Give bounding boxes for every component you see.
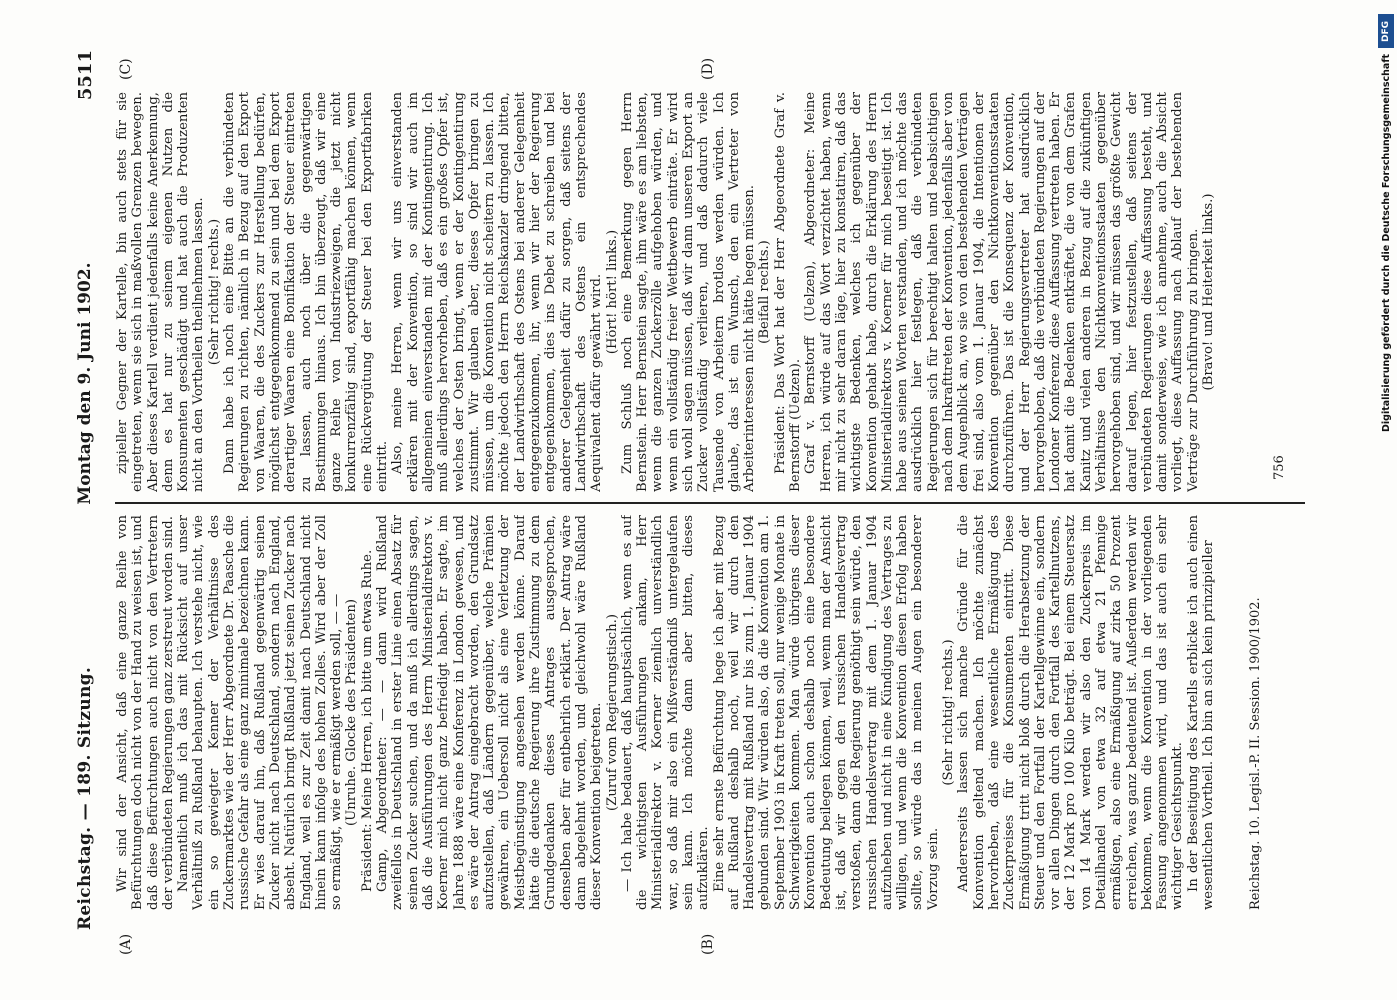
dfg-logo: DFG <box>1378 14 1394 48</box>
paragraph: zipieller Gegner der Kartelle, bin auch stets für sie eingetreten, wenn sie sich in maßvollen Grenzen bewegen. Aber dieses Kartell verdient jedenfalls keine Anerkennung, denn es hat nur zu seinem eigenen Nutzen die Konsumenten geschädigt und hat auch die Produzenten nicht an den Vortheilen theilnehmen lassen. <box>115 92 207 492</box>
margin-marker-c: (C) <box>118 58 134 80</box>
margin-marker-b: (B) <box>700 933 716 955</box>
paragraph: Eine sehr ernste Befürchtung hege ich aber mit Bezug auf Rußland deshalb noch, weil wir durch den Handelsvertrag mit Rußland nur bis zum 1. Januar 1904 gebunden sind. Wir würden also, da die Konvention am 1. September 1903 in Kraft treten soll, nur wenige Monate in Schwierigkeiten kommen. Man würde übrigens dieser Konvention auch schon deshalb noch eine besondere Bedeutung beilegen können, weil, wenn man der Ansicht ist, daß wir gegen den russischen Handelsvertrag verstoßen, dann die Regierung genöthigt sein würde, den russischen Handelsvertrag mit dem 1. Januar 1904 aufzuheben und nicht in eine Kündigung des Vertrages zu willigen, und wenn die Konvention diesen Erfolg haben sollte, so würde das in meinen Augen ein besonderer Vorzug sein. <box>711 515 941 910</box>
page-number: 5511 <box>74 50 96 101</box>
column-divider <box>115 502 1305 504</box>
paragraph: (Zuruf vom Regierungstisch.) <box>604 614 620 811</box>
paragraph: In der Beseitigung des Kartells erblicke ich auch einen wesentlichen Vortheil. Ich bin an sich kein prinzipieller <box>1185 515 1217 910</box>
paragraph: Präsident: Meine Herren, ich bitte um etwas Ruhe. <box>359 549 375 892</box>
paragraph: — Ich habe bedauert, daß hauptsächlich, wenn es auf die wichtigsten Ausführungen ankam, Herr Ministerialdirektor v. Koerner ziemlich unverständlich war, so daß mir also ein Mißverständniß untergelaufen sein kann. Ich möchte dann aber bitten, dieses aufzuklären. <box>619 515 712 910</box>
paragraph: Andererseits lassen sich manche Gründe für die Konvention geltend machen. Ich möchte zunächst hervorheben, daß eine wesentliche Ermäßigung des Zuckerpreises für die Konsumenten eintritt. Diese Ermäßigung tritt nicht bloß durch die Herabsetzung der Steuer und den Fortfall der Kartellgewinne ein, sondern vor allen Dingen durch den Fortfall des Kartellnutzens, der 12 Mark pro 100 Kilo beträgt. Bei einem Steuersatz von 14 Mark werden wir also den Zuckerpreis im Detailhandel von etwa 32 auf etwa 21 Pfennige ermäßigen, also eine Ermäßigung auf zirka 50 Prozent erreichen, was ganz bedeutend ist. Außerdem werden wir bekommen, wenn die Konvention in der vorliegenden Fassung angenommen wird, und das ist auch ein sehr wichtiger Gesichtspunkt. <box>956 515 1186 910</box>
paragraph: Dann habe ich noch eine Bitte an die verbündeten Regierungen zu richten, nämlich in Bezug auf den Export von Waaren, die des Zuckers zur Herstellung bedürfen, möglichst entgegenkommend zu sein und bei dem Export derartiger Waaren eine Bonifikation der Steuer eintreten zu lassen, auch noch über die gegenwärtigen Bestimmungen hinaus. Ich bin überzeugt, daß wir eine ganze Reihe von Industriezweigen, die jetzt nicht konkurrenzfähig sind, exportfähig machen können, wenn eine Rückvergütung der Steuer bei den Exportfabriken eintritt. <box>222 92 391 492</box>
paragraph: Präsident: Das Wort hat der Herr Abgeordnete Graf v. Bernstorff (Uelzen). <box>772 92 804 492</box>
text-column-left <box>115 515 1240 910</box>
paragraph: (Bravo! und Heiterkeit links.) <box>1201 193 1217 391</box>
footer-citation: Reichstag. 10. Legisl.-P. II. Session. 1900/1902. <box>1248 597 1263 910</box>
dfg-stamp <box>1377 14 1395 996</box>
header-date: Montag den 9. Juni 1902. <box>75 262 95 505</box>
paragraph: (Beifall rechts.) <box>757 240 773 344</box>
paragraph: Zum Schluß noch eine Bemerkung gegen Herrn Bernstein. Herr Bernstein sagte, ihm wäre es am liebsten, wenn die ganzen Zuckerzölle aufgehoben würden, und wenn ein vollständig freier Wettbewerb einträte. Er wird sich wohl sagen müssen, daß wir dann unseren Export an Zucker vollständig verlieren, und daß dadurch viele Tausende von Arbeitern brotlos werden würden. Ich glaube, das ist ein Wunsch, den ein Vertreter von Arbeiterinteressen nicht hätte hegen müssen. <box>619 92 758 492</box>
footer-sheet-number: 756 <box>1272 455 1287 480</box>
paragraph: (Unruhe. Glocke des Präsidenten) <box>344 599 360 827</box>
paragraph: (Sehr richtig! rechts.) <box>941 639 957 786</box>
paragraph: (Hört! hört! links.) <box>604 229 620 355</box>
paragraph: (Sehr richtig! rechts.) <box>206 218 222 366</box>
paragraph: Also, meine Herren, wenn wir uns einverstanden erklären mit der Konvention, so sind wir auch im allgemeinen einverstanden mit der Kontingentirung. Ich muß allerdings hervorheben, daß es ein großes Opfer ist, welches der Osten bringt, wenn er der Kontingentirung zustimmt. Wir glauben aber, dieses Opfer bringen zu müssen, um die Konvention nicht scheitern zu lassen. Ich möchte jedoch den Herrn Reichskanzler dringend bitten, der Landwirthschaft des Ostens bei anderer Gelegenheit entgegenzukommen, ihr, wenn wir hier der Regierung entgegenkommen, dies ins Debet zu schreiben und bei anderer Gelegenheit dafür zu sorgen, daß seitens der Landwirthschaft des Ostens ein entsprechendes Aequivalent dafür gewährt wird. <box>390 92 605 492</box>
margin-marker-a: (A) <box>118 933 134 955</box>
page-header <box>65 50 105 930</box>
paragraph: Graf v. Bernstorff (Uelzen), Abgeordneter: Meine Herren, ich würde auf das Wort verzichtet haben, wenn mir nicht zu sehr daran läge, hier zu konstatiren, daß das wichtigste Bedenken, welches ich gegenüber der Konvention gehabt habe, durch die Erklärung des Herrn Ministerialdirektors v. Koerner für mich beseitigt ist. Ich habe aus seinen Worten verstanden, und ich möchte das ausdrücklich hier festlegen, daß die verbündeten Regierungen sich für berechtigt halten und beabsichtigen nach dem Inkrafttreten der Konvention, jedenfalls aber von dem Augenblick an, wo sie von den bestehenden Verträgen frei sind, also vom 1. Januar 1904, die Intentionen der Konvention gegenüber den Nichtkonventionsstaaten durchzuführen. Das ist die Konsequenz der Konvention, und der Herr Regierungsvertreter hat ausdrücklich hervorgehoben, daß die verbündeten Regierungen auf der Londoner Konferenz diese Auffassung vertreten haben. Er hat damit die Bedenken entkräftet, die von dem Grafen Kanitz und vielen anderen in Bezug auf die zukünftigen Verhältnisse den Nichtkonventionsstaaten gegenüber hervorgehoben sind, und wir müssen das größte Gewicht darauf legen, hier festzustellen, daß seitens der verbündeten Regierungen diese Auffassung besteht, und damit sonderweise, wie ich annehme, auch die Absicht vorliegt, diese Auffassung nach Ablauf der bestehenden Verträge zur Durchführung zu bringen. <box>803 92 1201 492</box>
header-session: Reichstag. — 189. Sitzung. <box>75 666 95 930</box>
dfg-funding-note: Digitalisierung gefördert durch die Deutsche Forschungsgemeinschaft <box>1380 54 1392 432</box>
paragraph: Namentlich muß ich das mit Rücksicht auf unser Verhältniß zu Rußland behaupten. Ich verstehe nicht, wie ein so gewiegter Kenner der Verhältnisse des Zuckermarktes wie der Herr Abgeordnete Dr. Paasche die russische Gefahr als eine ganz minimale bezeichnen kann. Er wies darauf hin, daß Rußland gegenwärtig seinen Zucker nicht nach Deutschland, sondern nach England, abseht. Natürlich bringt Rußland jetzt seinen Zucker nach England, weil es zur Zeit damit nach Deutschland nicht hinein kann infolge des hohen Zolles. Wird aber der Zoll so ermäßigt, wie er ermäßigt werden soll, — — <box>176 515 345 910</box>
paragraph: Wir sind der Ansicht, daß eine ganze Reihe von Befürchtungen doch nicht von der Hand zu weisen ist, und daß diese Befürchtungen auch nicht von den Vertretern der verbündeten Regierungen ganz zerstreut worden sind. <box>115 515 176 910</box>
paragraph: Gamp, Abgeordneter: — — dann wird Rußland zweifellos in Deutschland in erster Linie einen Absatz für seinen Zucker suchen, und da muß ich allerdings sagen, daß die Ausführungen des Herrn Ministerialdirektors v. Koerner mich nicht ganz befriedigt haben. Er sagte, im Jahre 1888 wäre eine Konferenz in London gewesen, und es wäre der Antrag eingebracht worden, den Grundsatz aufzustellen, daß Ländern gegenüber, welche Prämien gewähren, ein Uebersoll nicht als eine Verletzung der Meistbegünstigung angesehen werden könne. Darauf hätte die deutsche Regierung ihre Zustimmung zu dem Grundgedanken dieses Antrages ausgesprochen, denselben aber für entbehrlich erklärt. Der Antrag wäre dann abgelehnt worden, und gleichwohl wäre Rußland dieser Konvention beigetreten. <box>375 515 605 910</box>
text-column-right <box>115 92 1265 492</box>
margin-marker-d: (D) <box>700 57 716 80</box>
